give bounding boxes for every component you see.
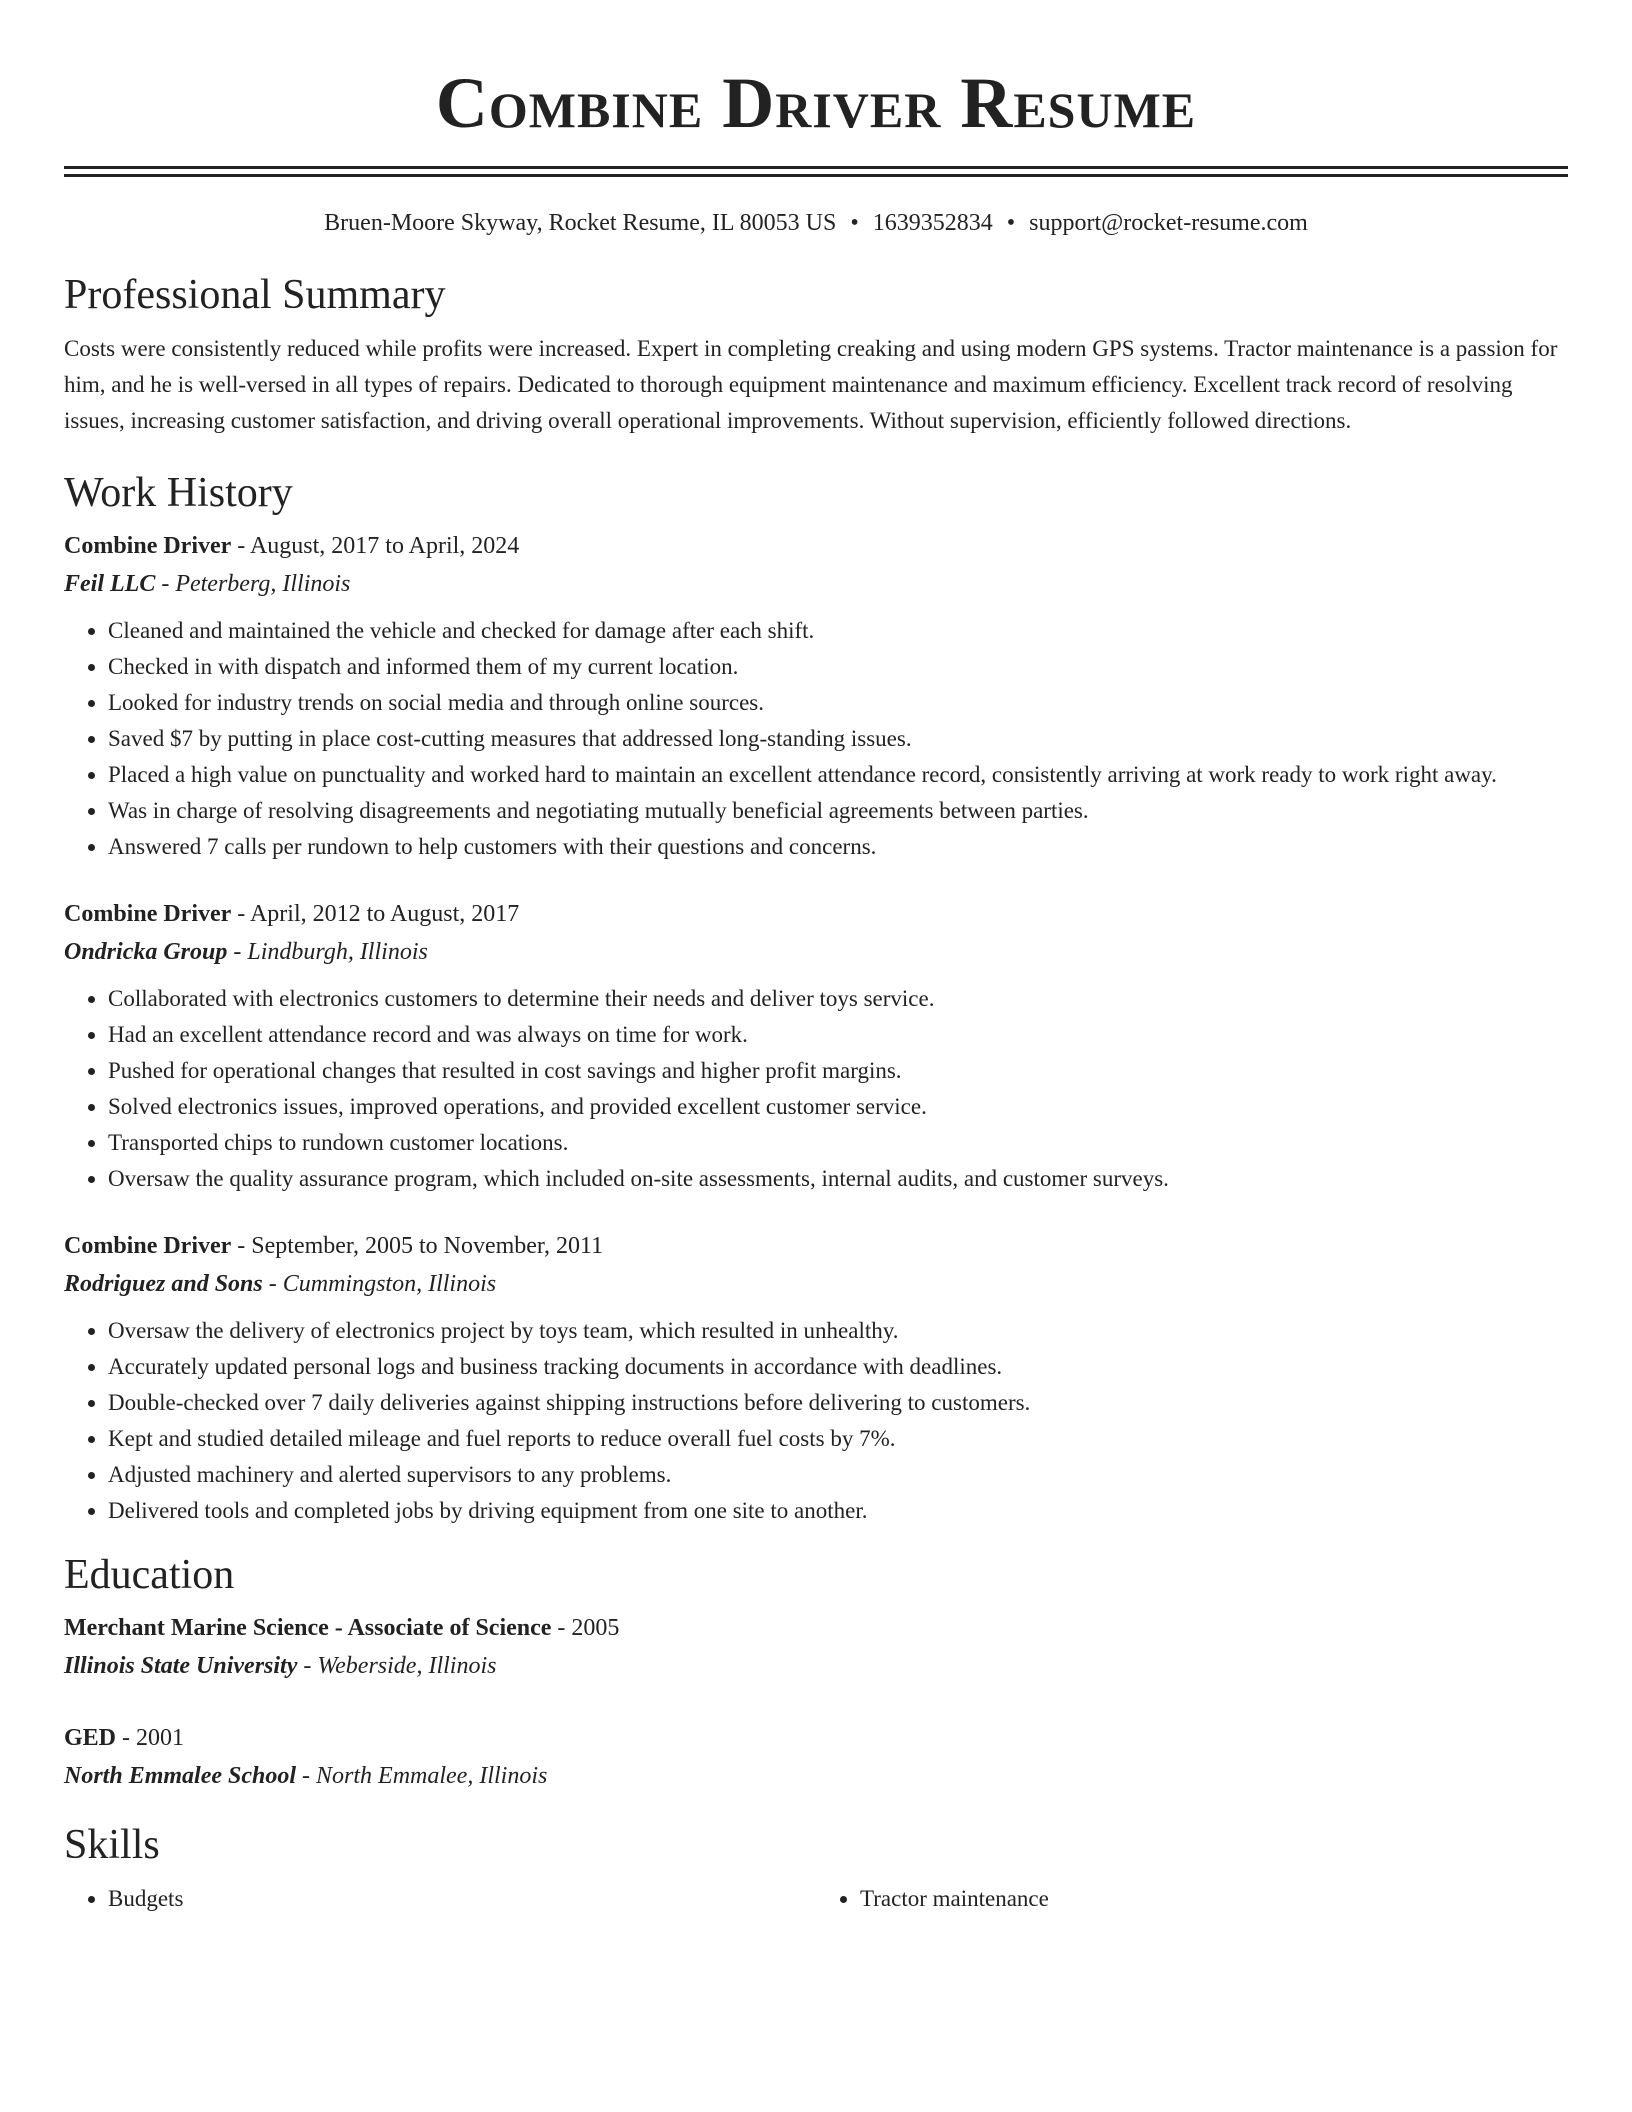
education-degree: GED <box>64 1725 117 1751</box>
education-degree-line <box>64 1609 1568 1647</box>
job-bullet: • Pushed for operational changes that resulted in cost savings and higher profit margins. <box>108 1053 1568 1089</box>
job-location: - Lindburgh, Illinois <box>227 939 428 965</box>
job-bullet: • Accurately updated personal logs and business tracking documents in accordance with deadlines. <box>108 1349 1568 1385</box>
job-company: Feil LLC <box>64 571 156 597</box>
job-company-line <box>64 1265 1568 1303</box>
job-location: - Peterberg, Illinois <box>155 571 351 597</box>
job-bullet: • Placed a high value on punctuality and worked hard to maintain an excellent attendance record, consistently arriving at work ready to work right away. <box>108 757 1568 793</box>
education-location: - North Emmalee, Illinois <box>296 1763 548 1789</box>
contact-address: Bruen-Moore Skyway, Rocket Resume, IL 80053 US <box>324 210 837 236</box>
job-dates: - August, 2017 to April, 2024 <box>231 533 520 559</box>
job-company: Rodriguez and Sons <box>64 1271 263 1297</box>
job-title-line <box>64 527 1568 565</box>
job-title: Combine Driver <box>64 901 232 927</box>
job-company-line <box>64 565 1568 603</box>
education-school: Illinois State University <box>64 1653 298 1679</box>
education-entry <box>64 1719 1568 1795</box>
job-entry <box>64 895 1568 1197</box>
skills-list-right <box>816 1881 1568 1917</box>
education-location: - Weberside, Illinois <box>297 1653 497 1679</box>
contact-separator: • <box>850 210 859 236</box>
education-year: - 2005 <box>551 1615 620 1641</box>
education-school-line <box>64 1647 1568 1685</box>
contact-email: support@rocket-resume.com <box>1029 210 1308 236</box>
job-bullet: • Had an excellent attendance record and was always on time for work. <box>108 1017 1568 1053</box>
job-bullet-list <box>64 613 1568 865</box>
job-bullet: • Double-checked over 7 daily deliveries against shipping instructions before delivering to customers. <box>108 1385 1568 1421</box>
skill-item: • Budgets <box>108 1881 816 1917</box>
job-bullet: • Delivered tools and completed jobs by driving equipment from one site to another. <box>108 1493 1568 1529</box>
section-heading-skills: Skills <box>64 1822 160 1868</box>
job-company: Ondricka Group <box>64 939 228 965</box>
resume-page <box>64 0 1568 1917</box>
job-bullet: • Looked for industry trends on social media and through online sources. <box>108 685 1568 721</box>
job-bullet: • Was in charge of resolving disagreements and negotiating mutually beneficial agreements between parties. <box>108 793 1568 829</box>
skills-columns <box>64 1881 1568 1917</box>
section-heading-work-history: Work History <box>64 470 293 516</box>
job-bullet-list <box>64 1313 1568 1529</box>
job-bullet: • Oversaw the quality assurance program, which included on-site assessments, internal audits, and customer surveys. <box>108 1161 1568 1197</box>
job-title: Combine Driver <box>64 533 232 559</box>
education-degree-line <box>64 1719 1568 1757</box>
job-company-line <box>64 933 1568 971</box>
job-dates: - September, 2005 to November, 2011 <box>231 1233 604 1259</box>
job-entry <box>64 1227 1568 1529</box>
job-bullet-list <box>64 981 1568 1197</box>
education-entry <box>64 1609 1568 1685</box>
section-heading-summary: Professional Summary <box>64 272 446 318</box>
job-bullet: • Checked in with dispatch and informed them of my current location. <box>108 649 1568 685</box>
education-degree: Merchant Marine Science - Associate of Science <box>64 1615 552 1641</box>
resume-title: Combine Driver Resume <box>435 63 1197 143</box>
education-school: North Emmalee School <box>64 1763 297 1789</box>
job-title: Combine Driver <box>64 1233 232 1259</box>
contact-separator: • <box>1006 210 1016 236</box>
job-bullet: • Saved $7 by putting in place cost-cutting measures that addressed long-standing issues. <box>108 721 1568 757</box>
education-year: - 2001 <box>116 1725 185 1751</box>
job-title-line <box>64 895 1568 933</box>
title-divider <box>64 166 1568 177</box>
job-title-line <box>64 1227 1568 1265</box>
contact-line <box>64 207 1568 239</box>
contact-phone: 1639352834 <box>872 210 993 236</box>
job-bullet: • Solved electronics issues, improved operations, and provided excellent customer service. <box>108 1089 1568 1125</box>
job-bullet: • Transported chips to rundown customer locations. <box>108 1125 1568 1161</box>
job-bullet: • Cleaned and maintained the vehicle and checked for damage after each shift. <box>108 613 1568 649</box>
summary-text: Costs were consistently reduced while profits were increased. Expert in completing creaking and using modern GPS systems. Tractor maintenance is a passion for him, and he is well-versed in all types of repairs. Dedicated to thorough equipment maintenance and maximum efficiency. Excellent track record of resolving issues, increasing customer satisfaction, and driving overall operational improvements. Without supervision, efficiently followed directions. <box>64 336 1558 433</box>
job-bullet: • Collaborated with electronics customers to determine their needs and deliver toys service. <box>108 981 1568 1017</box>
skills-list-left <box>64 1881 816 1917</box>
skill-item: • Tractor maintenance <box>860 1881 1568 1917</box>
job-bullet: • Kept and studied detailed mileage and fuel reports to reduce overall fuel costs by 7%. <box>108 1421 1568 1457</box>
education-school-line <box>64 1757 1568 1795</box>
job-location: - Cummingston, Illinois <box>262 1271 497 1297</box>
job-dates: - April, 2012 to August, 2017 <box>231 901 520 927</box>
section-heading-education: Education <box>64 1552 235 1598</box>
job-bullet: • Adjusted machinery and alerted supervisors to any problems. <box>108 1457 1568 1493</box>
job-bullet: • Oversaw the delivery of electronics project by toys team, which resulted in unhealthy. <box>108 1313 1568 1349</box>
job-bullet: • Answered 7 calls per rundown to help customers with their questions and concerns. <box>108 829 1568 865</box>
job-entry <box>64 527 1568 865</box>
